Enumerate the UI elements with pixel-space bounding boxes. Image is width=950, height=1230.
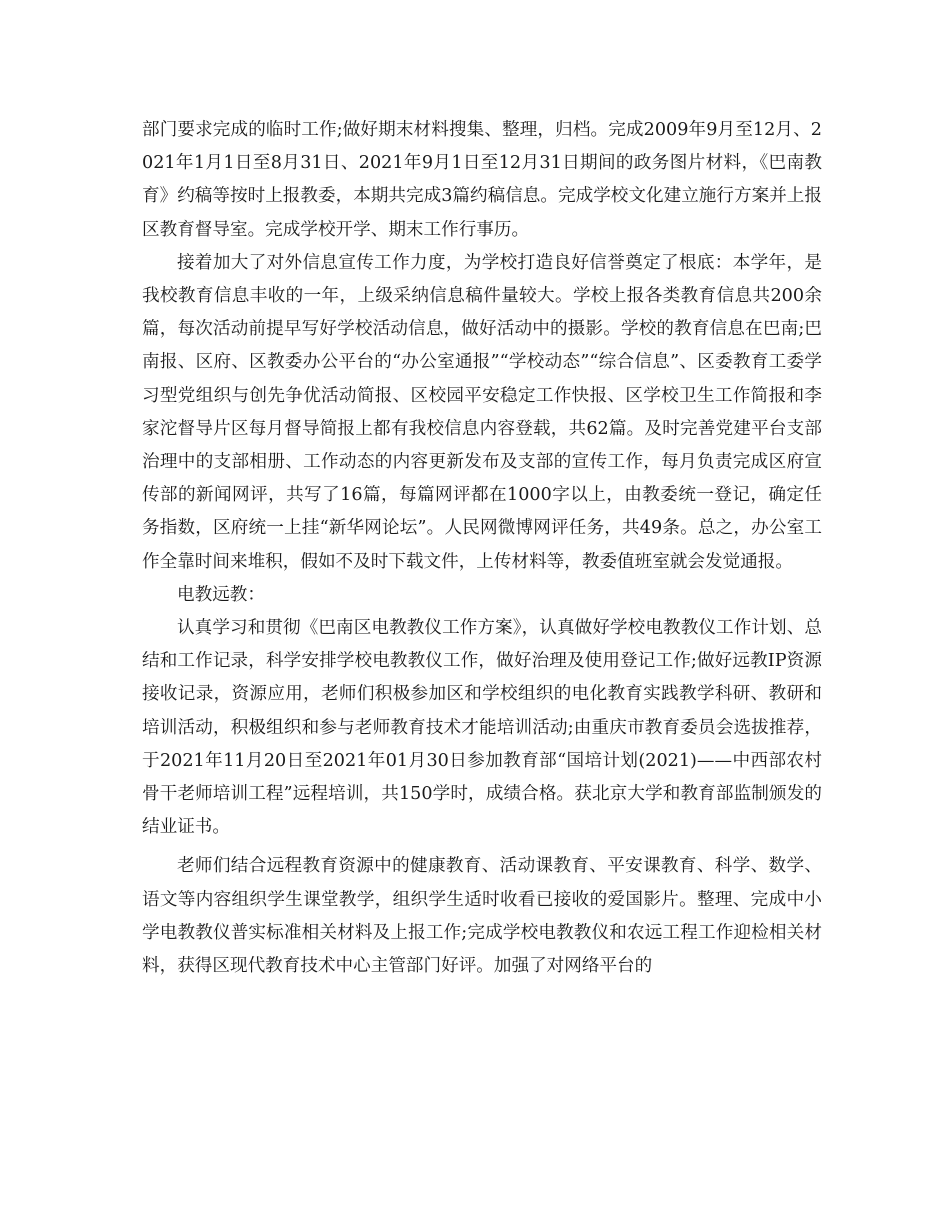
paragraph-1: 部门要求完成的临时工作;做好期末材料搜集、整理，归档。完成2009年9月至12月、2021年1月1日至8月31日、2021年9月1日至12月31日期间的政务图片材料，《巴南教育》约稿等按时上报教委，本期共完成3篇约稿信息。完成学校文化建立施行方案并上报区教育督导室。完成学校开学、期末工作行事历。: [142, 120, 822, 240]
paragraph-2: 接着加大了对外信息宣传工作力度，为学校打造良好信誉奠定了根底：本学年，是我校教育信息丰收的一年，上级采纳信息稿件量较大。学校上报各类教育信息共200余篇，每次活动前提早写好学校活动信息，做好活动中的摄影。学校的教育信息在巴南;巴南报、区府、区教委办公平台的“办公室通报”“学校动态”“综合信息”、区委教育工委学习型党组织与创先争优活动简报、区校园平安稳定工作快报、区学校卫生工作简报和李家沱督导片区每月督导简报上都有我校信息内容登载，共62篇。及时完善党建平台支部治理中的支部相册、工作动态的内容更新发布及支部的宣传工作，每月负责完成区府宣传部的新闻网评，共写了16篇，每篇网评都在1000字以上，由教委统一登记，确定任务指数，区府统一上挂“新华网论坛”。人民网微博网评任务，共49条。总之，办公室工作全靠时间来堆积，假如不及时下载文件，上传材料等，教委值班室就会发觉通报。: [142, 252, 822, 572]
paragraph-3: 认真学习和贯彻《巴南区电教教仪工作方案》，认真做好学校电教教仪工作计划、总结和工作记录，科学安排学校电教教仪工作，做好治理及使用登记工作;做好远教IP资源接收记录，资源应用，老师们积极参加区和学校组织的电化教育实践教学科研、教研和培训活动，积极组织和参与老师教育技术才能培训活动;由重庆市教育委员会选拔推荐，于2021年11月20日至2021年01月30日参加教育部“国培计划(2021)——中西部农村骨干老师培训工程”远程培训，共150学时，成绩合格。获北京大学和教育部监制颁发的结业证书。: [142, 618, 822, 838]
paragraph-4: 老师们结合远程教育资源中的健康教育、活动课教育、平安课教育、科学、数学、语文等内容组织学生课堂教学，组织学生适时收看已接收的爱国影片。整理、完成中小学电教教仪普实标准相关材料及上报工作;完成学校电教教仪和农远工程工作迎检相关材料，获得区现代教育技术中心主管部门好评。加强了对网络平台的: [142, 856, 822, 977]
section-heading-distance-education: 电教远教：: [177, 584, 265, 605]
document-page: [142, 114, 822, 983]
